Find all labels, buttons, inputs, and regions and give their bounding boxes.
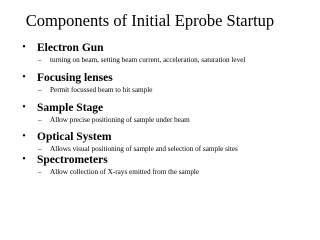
bullet-heading: Electron Gun bbox=[37, 42, 104, 54]
bullet-heading: Focusing lenses bbox=[37, 72, 113, 84]
bullet-dot: • bbox=[22, 131, 26, 142]
bullet-detail: Allow collection of X-rays emitted from the sample bbox=[50, 168, 200, 176]
slide-title: Components of Initial Eprobe Startup bbox=[25, 11, 275, 30]
sub-bullet-dash: – bbox=[38, 145, 42, 153]
bullet-heading: Sample Stage bbox=[37, 102, 104, 114]
bullet-dot: • bbox=[22, 42, 26, 53]
sub-bullet-dash: – bbox=[38, 86, 42, 94]
bullet-detail: Allows visual positioning of sample and selection of sample sites bbox=[50, 145, 238, 153]
bullet-dot: • bbox=[22, 154, 26, 165]
sub-bullet-dash: – bbox=[38, 168, 42, 176]
bullet-heading: Spectrometers bbox=[37, 154, 108, 166]
bullet-heading: Optical System bbox=[37, 131, 112, 143]
bullet-detail: Permit focussed beam to hit sample bbox=[50, 86, 153, 94]
bullet-detail: turning on beam, setting beam current, acceleration, saturation level bbox=[50, 56, 246, 64]
sub-bullet-dash: – bbox=[38, 56, 42, 64]
bullet-detail: Allow precise positioning of sample under beam bbox=[50, 116, 190, 124]
bullet-dot: • bbox=[22, 72, 26, 83]
bullet-dot: • bbox=[22, 102, 26, 113]
sub-bullet-dash: – bbox=[38, 116, 42, 124]
